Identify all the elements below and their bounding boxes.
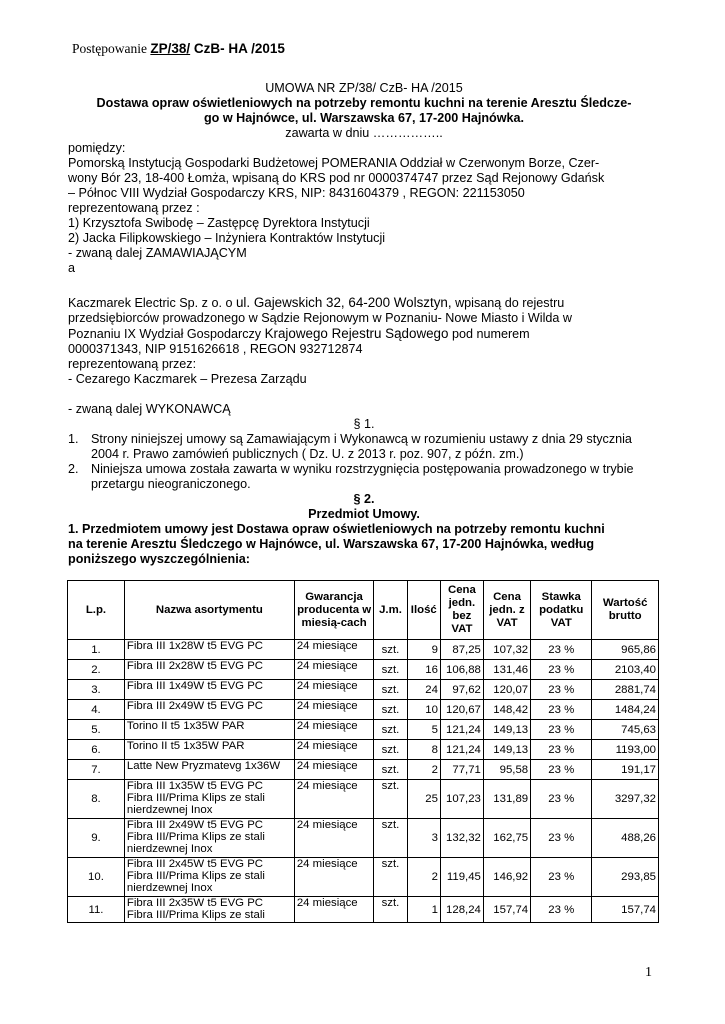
cell-unit: szt. [374, 700, 407, 720]
contractor-person1: - Cezarego Kaczmarek – Prezesa Zarządu [68, 372, 307, 386]
cell-net-price: 107,23 [440, 780, 483, 819]
cell-vat-rate: 23 % [531, 680, 592, 700]
buyer-alias: - zwaną dalej ZAMAWIAJĄCYM [68, 246, 247, 260]
cell-name-line: Fibra III/Prima Klips ze stali [126, 909, 265, 921]
table-row [68, 720, 659, 740]
cell-name-line: nierdzewnej Inox [126, 804, 213, 816]
buyer-represented: reprezentowaną przez : [68, 201, 200, 215]
cell-name [124, 740, 294, 760]
items-table-body [68, 640, 659, 923]
table-row [68, 897, 659, 923]
contractor-line2: przedsiębiorców prowadzonego w Sądzie Rejonowym w Poznaniu- Nowe Miasto i Wilda w [68, 311, 572, 325]
cell-lp: 9. [68, 819, 125, 858]
cell-gross-total: 157,74 [592, 897, 659, 923]
cell-net-price: 119,45 [440, 858, 483, 897]
cell-gross-price: 148,42 [483, 700, 530, 720]
cell-name-line: Fibra III 1x28W t5 EVG PC [126, 640, 264, 652]
cell-name-line: Fibra III 2x49W t5 EVG PC [126, 819, 264, 831]
cell-name-line: Fibra III/Prima Klips ze stali [126, 831, 265, 843]
cell-name [124, 720, 294, 740]
cell-vat-rate: 23 % [531, 780, 592, 819]
and-label: a [68, 261, 76, 275]
cell-unit: szt. [374, 720, 407, 740]
cell-name-line: Fibra III 1x49W t5 EVG PC [126, 680, 264, 692]
cell-gross-price: 162,75 [483, 819, 530, 858]
cell-vat-rate: 23 % [531, 819, 592, 858]
col-header-gross-price: Cena jedn. z VAT [483, 581, 530, 640]
cell-unit: szt. [374, 640, 407, 660]
cell-name [124, 897, 294, 923]
cell-gross-total: 2103,40 [592, 660, 659, 680]
cell-gross-price: 149,13 [483, 740, 530, 760]
cell-warranty: 24 miesiące [294, 700, 373, 720]
contractor-alias: - zwaną dalej WYKONAWCĄ [68, 402, 231, 416]
cell-net-price: 106,88 [440, 660, 483, 680]
between-label: pomiędzy: [68, 141, 126, 155]
cell-quantity: 16 [407, 660, 440, 680]
col-header-quantity: Ilość [407, 581, 440, 640]
cell-name [124, 680, 294, 700]
page-number: 1 [645, 965, 652, 980]
cell-gross-total: 965,86 [592, 640, 659, 660]
cell-warranty: 24 miesiące [294, 760, 373, 780]
cell-lp: 11. [68, 897, 125, 923]
cell-unit: szt. [374, 740, 407, 760]
cell-name [124, 858, 294, 897]
contractor-line4: 0000371343, NIP 9151626618 , REGON 932712874 [68, 342, 363, 356]
cell-warranty: 24 miesiące [294, 680, 373, 700]
cell-lp: 3. [68, 680, 125, 700]
cell-quantity: 5 [407, 720, 440, 740]
cell-gross-total: 3297,32 [592, 780, 659, 819]
table-header-row [68, 581, 659, 640]
cell-vat-rate: 23 % [531, 858, 592, 897]
cell-quantity: 3 [407, 819, 440, 858]
cell-name-line: Latte New Pryzmatevg 1x36W [126, 760, 281, 772]
cell-unit: szt. [374, 819, 407, 858]
cell-warranty: 24 miesiące [294, 720, 373, 740]
cell-name [124, 780, 294, 819]
section2-line1: 1. Przedmiotem umowy jest Dostawa opraw oświetleniowych na potrzeby remontu kuchni [68, 522, 605, 536]
section2-line2: na terenie Aresztu Śledczego w Hajnówce, ul. Warszawska 67, 17-200 Hajnówka, według [68, 537, 595, 551]
cell-quantity: 8 [407, 740, 440, 760]
col-header-vat-rate: Stawka podatku VAT [531, 581, 592, 640]
cell-net-price: 121,24 [440, 740, 483, 760]
cell-name-line: Torino II t5 1x35W PAR [126, 740, 245, 752]
contract-body [68, 81, 660, 567]
cell-name [124, 640, 294, 660]
cell-warranty: 24 miesiące [294, 897, 373, 923]
section1-item: 2. Niniejsza umowa została zawarta w wyniku rozstrzygnięcia postępowania prowadzonego w trybie przetargu nieograniczonego. [68, 462, 634, 491]
cell-quantity: 2 [407, 858, 440, 897]
contractor-line3: Poznaniu IX Wydział Gospodarczy Krajowego Rejestru Sądowego pod numerem [68, 326, 530, 341]
col-header-gross-total: Wartość brutto [592, 581, 659, 640]
contractor-represented: reprezentowaną przez: [68, 357, 197, 371]
cell-gross-price: 107,32 [483, 640, 530, 660]
table-row [68, 740, 659, 760]
cell-quantity: 25 [407, 780, 440, 819]
cell-quantity: 1 [407, 897, 440, 923]
cell-unit: szt. [374, 780, 407, 819]
cell-name-line: nierdzewnej Inox [126, 882, 213, 894]
cell-gross-price: 149,13 [483, 720, 530, 740]
cell-net-price: 132,32 [440, 819, 483, 858]
cell-vat-rate: 23 % [531, 720, 592, 740]
contract-number: UMOWA NR ZP/38/ CzB- HA /2015 [265, 81, 463, 95]
section1-heading: § 1. [353, 417, 375, 431]
cell-quantity: 24 [407, 680, 440, 700]
cell-name-line: nierdzewnej Inox [126, 843, 213, 855]
cell-gross-price: 131,89 [483, 780, 530, 819]
table-row [68, 760, 659, 780]
cell-name-line: Fibra III/Prima Klips ze stali [126, 870, 265, 882]
cell-warranty: 24 miesiące [294, 640, 373, 660]
cell-vat-rate: 23 % [531, 740, 592, 760]
cell-lp: 1. [68, 640, 125, 660]
col-header-warranty: Gwarancja producenta w miesią-cach [294, 581, 373, 640]
section1-list [68, 432, 660, 492]
col-header-name: Nazwa asortymentu [124, 581, 294, 640]
buyer-line2: wony Bór 23, 18-400 Łomża, wpisaną do KRS pod nr 0000374747 przez Sąd Rejonowy Gdańsk [68, 171, 605, 185]
cell-net-price: 121,24 [440, 720, 483, 740]
cell-name-line: Fibra III 2x28W t5 EVG PC [126, 660, 264, 672]
cell-net-price: 87,25 [440, 640, 483, 660]
cell-gross-price: 95,58 [483, 760, 530, 780]
cell-name-line: Fibra III/Prima Klips ze stali [126, 792, 265, 804]
contractor-line1: Kaczmarek Electric Sp. z o. o ul. Gajewskich 32, 64-200 Wolsztyn, wpisaną do rejestru [68, 295, 565, 310]
cell-quantity: 2 [407, 760, 440, 780]
contract-title-line1: Dostawa opraw oświetleniowych na potrzeby remontu kuchni na terenie Aresztu Śledcze- [96, 96, 632, 110]
buyer-person1: 1) Krzysztofa Swibodę – Zastępcę Dyrektora Instytucji [68, 216, 370, 230]
cell-lp: 7. [68, 760, 125, 780]
cell-name [124, 819, 294, 858]
section2-line3: poniższego wyszczególnienia: [68, 552, 250, 566]
cell-gross-price: 157,74 [483, 897, 530, 923]
col-header-unit: J.m. [374, 581, 407, 640]
cell-name-line: Torino II t5 1x35W PAR [126, 720, 245, 732]
table-row [68, 700, 659, 720]
cell-unit: szt. [374, 760, 407, 780]
buyer-line3: – Północ VIII Wydział Gospodarczy KRS, NIP: 8431604379 , REGON: 221153050 [68, 186, 525, 200]
cell-gross-price: 146,92 [483, 858, 530, 897]
cell-name-line: Fibra III 1x35W t5 EVG PC [126, 780, 264, 792]
cell-warranty: 24 miesiące [294, 660, 373, 680]
table-row [68, 780, 659, 819]
cell-gross-total: 488,26 [592, 819, 659, 858]
contract-date: zawarta w dniu …………….. [285, 126, 443, 140]
cell-gross-total: 191,17 [592, 760, 659, 780]
cell-unit: szt. [374, 680, 407, 700]
cell-vat-rate: 23 % [531, 660, 592, 680]
table-row [68, 858, 659, 897]
header-number: ZP/38/ CzB- HA /2015 [150, 41, 285, 56]
table-row [68, 819, 659, 858]
table-row [68, 640, 659, 660]
cell-net-price: 128,24 [440, 897, 483, 923]
cell-lp: 5. [68, 720, 125, 740]
cell-warranty: 24 miesiące [294, 780, 373, 819]
section1-item: 1. Strony niniejszej umowy są Zamawiającym i Wykonawcą w rozumieniu ustawy z dnia 29 stycznia 2004 r. Prawo zamówień publicznych ( Dz. U. z 2013 r. poz. 907, z późn. zm.) [68, 432, 632, 461]
cell-warranty: 24 miesiące [294, 819, 373, 858]
cell-unit: szt. [374, 897, 407, 923]
cell-unit: szt. [374, 858, 407, 897]
cell-quantity: 9 [407, 640, 440, 660]
cell-net-price: 120,67 [440, 700, 483, 720]
col-header-net-price: Cena jedn. bez VAT [440, 581, 483, 640]
cell-name-line: Fibra III 2x49W t5 EVG PC [126, 700, 264, 712]
cell-gross-price: 120,07 [483, 680, 530, 700]
cell-gross-total: 745,63 [592, 720, 659, 740]
cell-lp: 8. [68, 780, 125, 819]
buyer-person2: 2) Jacka Filipkowskiego – Inżyniera Kontraktów Instytucji [68, 231, 386, 245]
cell-vat-rate: 23 % [531, 640, 592, 660]
cell-name [124, 700, 294, 720]
procedure-header [72, 41, 285, 57]
contract-title-line2: go w Hajnówce, ul. Warszawska 67, 17-200 Hajnówka. [203, 111, 525, 125]
cell-name [124, 660, 294, 680]
cell-warranty: 24 miesiące [294, 740, 373, 760]
items-table [67, 580, 659, 923]
cell-name-line: Fibra III 2x45W t5 EVG PC [126, 858, 264, 870]
cell-lp: 4. [68, 700, 125, 720]
cell-vat-rate: 23 % [531, 760, 592, 780]
cell-quantity: 10 [407, 700, 440, 720]
cell-name [124, 760, 294, 780]
header-prefix: Postępowanie [72, 41, 151, 56]
col-header-lp: L.p. [68, 581, 125, 640]
section2-heading: § 2. [353, 492, 375, 506]
cell-gross-total: 1193,00 [592, 740, 659, 760]
cell-gross-total: 293,85 [592, 858, 659, 897]
section2-subheading: Przedmiot Umowy. [308, 507, 420, 521]
cell-vat-rate: 23 % [531, 700, 592, 720]
table-row [68, 660, 659, 680]
buyer-line1: Pomorską Instytucją Gospodarki Budżetowej POMERANIA Oddział w Czerwonym Borze, Czer- [68, 156, 600, 170]
cell-gross-total: 1484,24 [592, 700, 659, 720]
table-row [68, 680, 659, 700]
cell-warranty: 24 miesiące [294, 858, 373, 897]
cell-lp: 6. [68, 740, 125, 760]
cell-gross-price: 131,46 [483, 660, 530, 680]
cell-lp: 10. [68, 858, 125, 897]
cell-unit: szt. [374, 660, 407, 680]
cell-vat-rate: 23 % [531, 897, 592, 923]
cell-lp: 2. [68, 660, 125, 680]
cell-gross-total: 2881,74 [592, 680, 659, 700]
cell-name-line: Fibra III 2x35W t5 EVG PC [126, 897, 264, 909]
cell-net-price: 97,62 [440, 680, 483, 700]
cell-net-price: 77,71 [440, 760, 483, 780]
